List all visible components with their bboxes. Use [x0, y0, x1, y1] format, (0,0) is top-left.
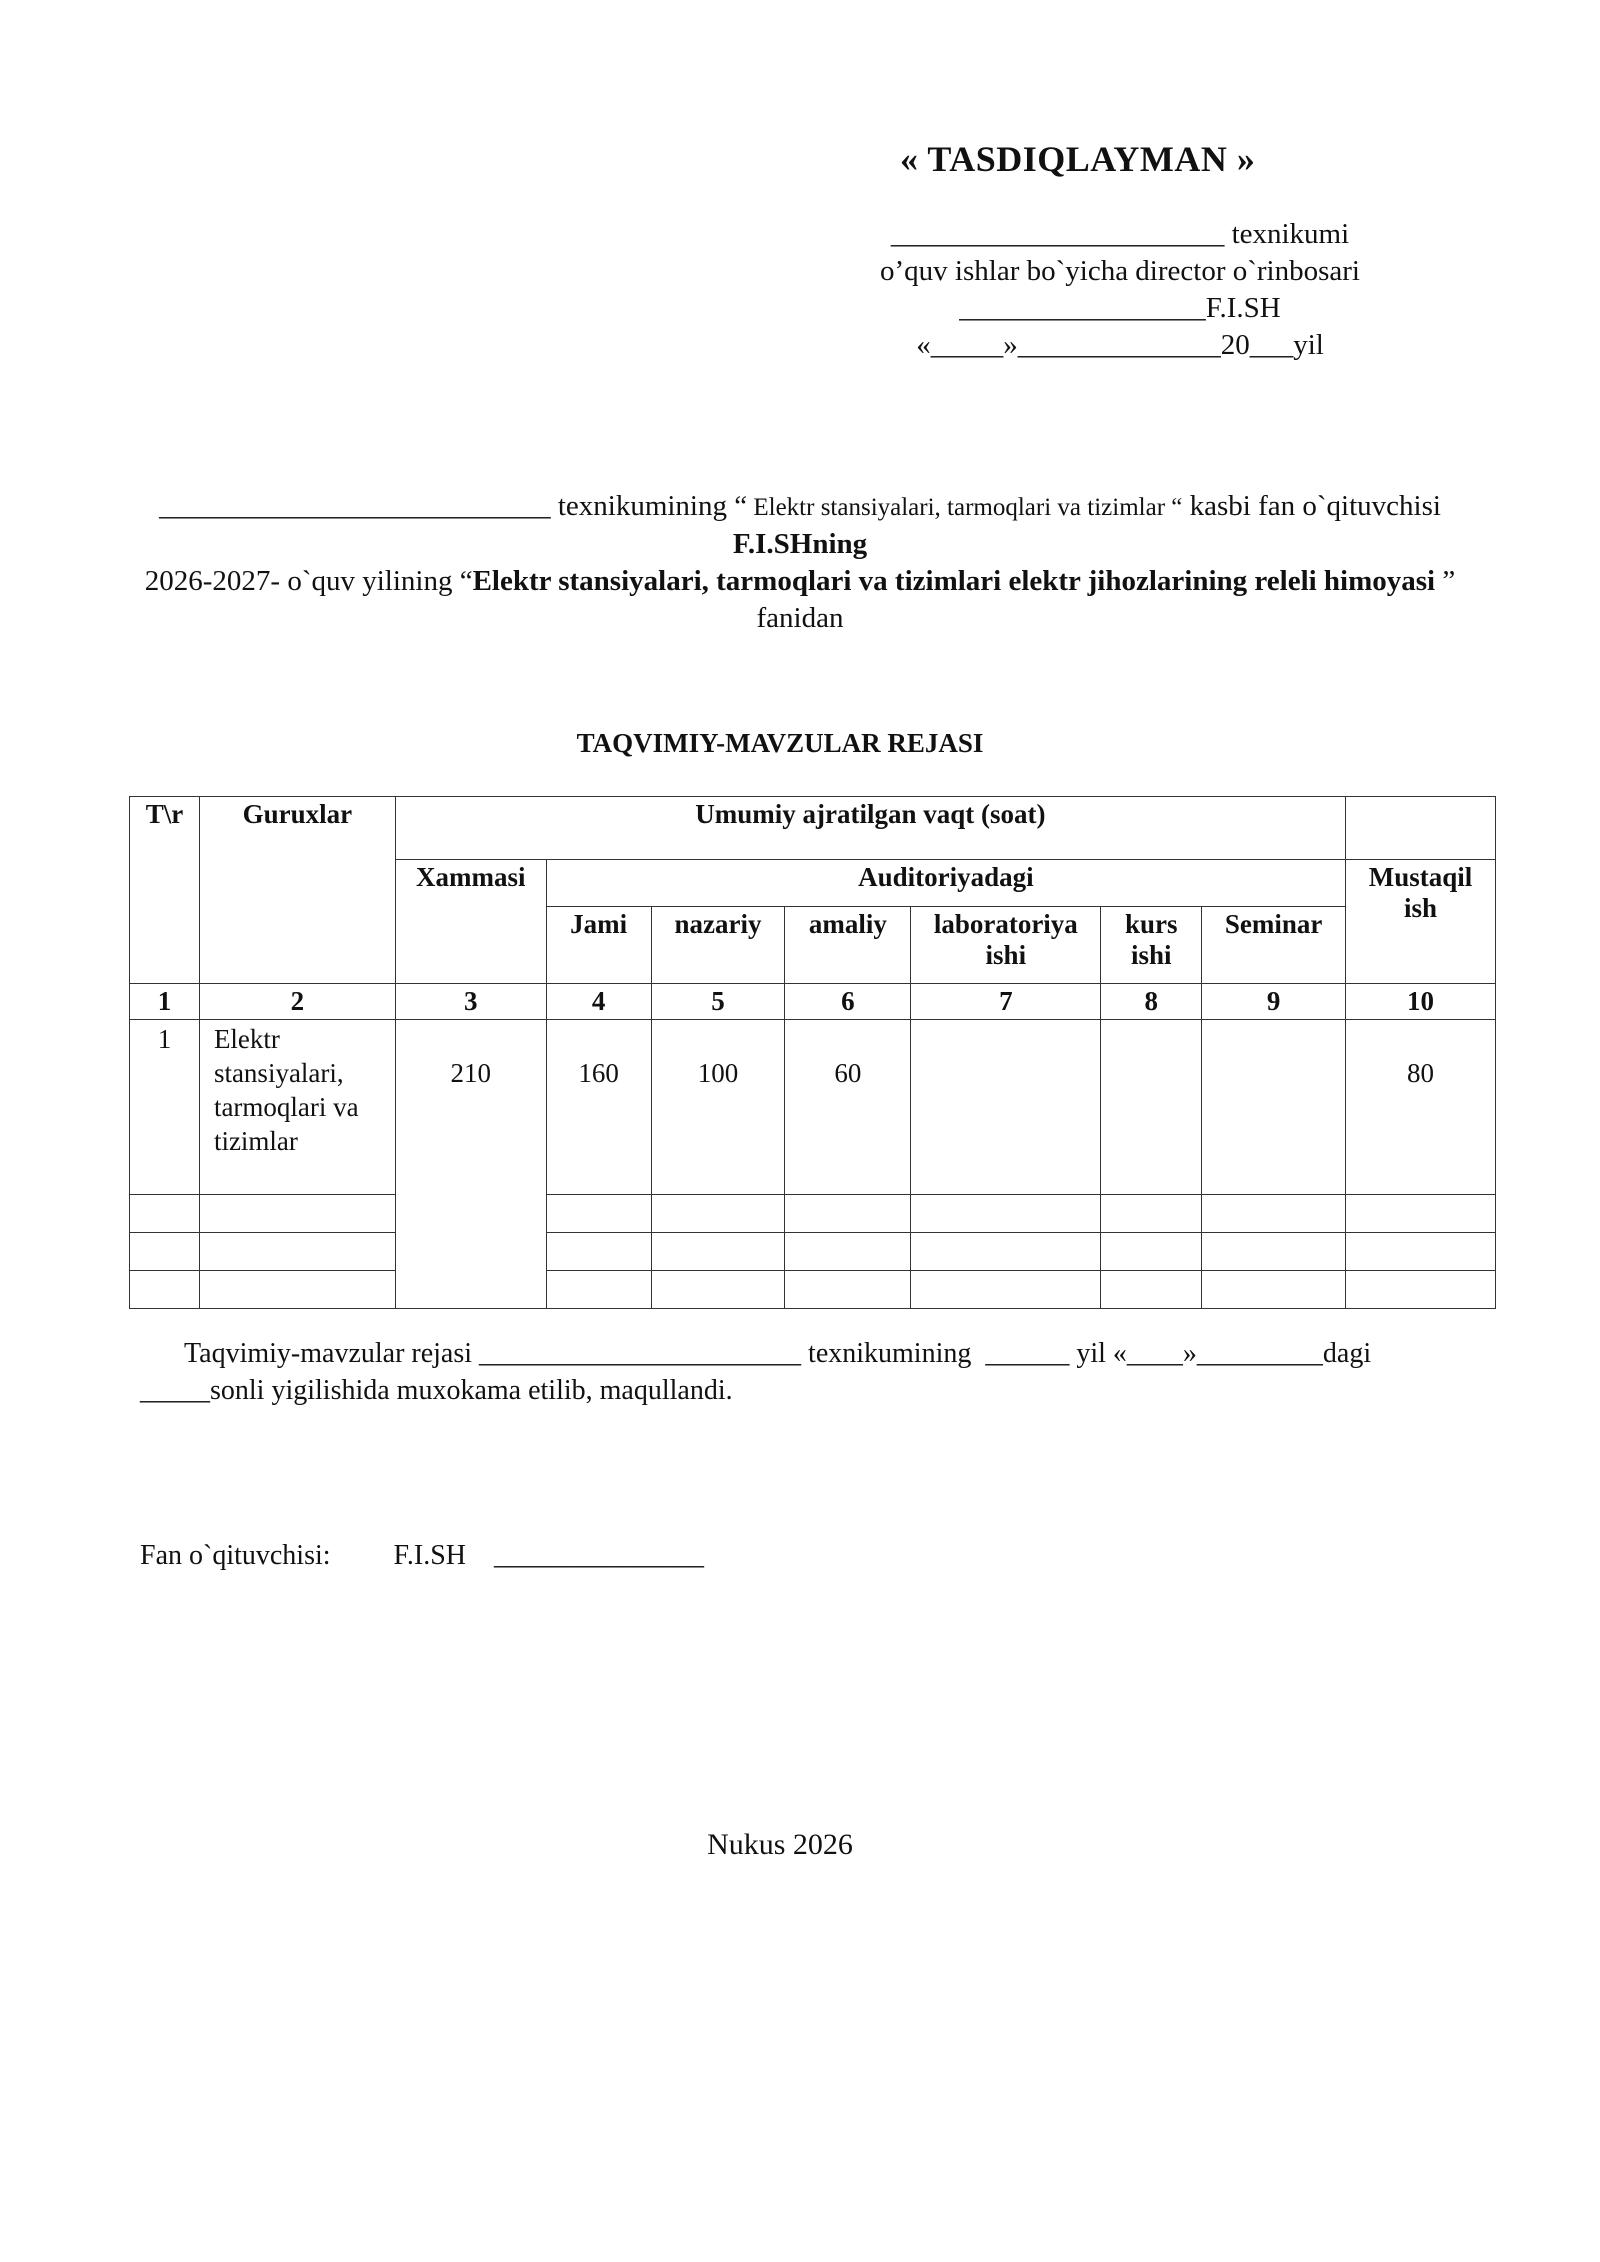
col-number: 10: [1346, 984, 1496, 1020]
intro-teacher-label: kasbi fan o`qituvchisi: [1182, 490, 1441, 522]
header-groups: Guruxlar: [199, 797, 395, 984]
col-number: 8: [1101, 984, 1202, 1020]
cell-group: Elektr stansiyalari, tarmoqlari va tizimlar: [199, 1020, 395, 1195]
cell-num: 1: [130, 1020, 200, 1195]
approval-position: o’quv ishlar bo`yicha director o`rinbosari: [880, 255, 1360, 287]
header-kurs: kurs ishi: [1101, 907, 1202, 984]
approval-note: [140, 1335, 1480, 1409]
table-row-empty: [130, 1233, 1496, 1271]
teacher-name: F.I.SH: [393, 1540, 466, 1571]
col-number: 9: [1202, 984, 1346, 1020]
approval-note-line1: Taqvimiy-mavzular rejasi _______________________ texnikumining ______ yil «____»_________dagi: [184, 1338, 1372, 1369]
approval-date-line: «_____»______________20___yil: [916, 329, 1324, 361]
header-total-time: Umumiy ajratilgan vaqt (soat): [395, 797, 1345, 860]
approval-block: [820, 138, 1420, 364]
header-nazariy: nazariy: [651, 907, 785, 984]
cell-seminar: [1202, 1020, 1346, 1195]
header-xammasi: Xammasi: [395, 860, 546, 984]
table-row-empty: [130, 1195, 1496, 1233]
approval-title: « TASDIQLAYMAN »: [900, 139, 1256, 179]
col-number: 4: [546, 984, 651, 1020]
plan-table: [129, 796, 1496, 1309]
header-seminar: Seminar: [1202, 907, 1346, 984]
approval-college-line: _______________________ texnikumi: [890, 218, 1350, 250]
footer-place-year: Nukus 2026: [707, 1828, 853, 1861]
cell-mustaqil: 80: [1346, 1020, 1496, 1195]
table-row-empty: [130, 1271, 1496, 1309]
header-lab: laboratoriya ishi: [911, 907, 1101, 984]
intro-year: 2026-2027- o`quv yilining “: [144, 565, 473, 597]
column-number-row: [130, 984, 1496, 1020]
col-number: 2: [199, 984, 395, 1020]
cell-lab: [911, 1020, 1101, 1195]
intro-college: ___________________________ texnikumining “: [159, 490, 748, 522]
teacher-signature-block: [140, 1540, 704, 1572]
cell-kurs: [1101, 1020, 1202, 1195]
plan-title: TAQVIMIY-MAVZULAR REJASI: [576, 728, 984, 758]
col-number: 3: [395, 984, 546, 1020]
header-empty-corner: [1346, 797, 1496, 860]
approval-note-line2: _____sonli yigilishida muxokama etilib, maqullandi.: [140, 1375, 733, 1406]
col-number: 7: [911, 984, 1101, 1020]
header-jami: Jami: [546, 907, 651, 984]
table-row: [130, 1020, 1496, 1195]
header-mustaqil: Mustaqil ish: [1346, 860, 1496, 984]
intro-fanidan: ” fanidan: [756, 565, 1456, 634]
col-number: 1: [130, 984, 200, 1020]
intro-subject: Elektr stansiyalari, tarmoqlari va tizimlari elektr jihozlarining releli himoyasi: [472, 565, 1436, 597]
intro-teacher-name: F.I.SHning: [732, 528, 868, 560]
cell-amaliy: 60: [785, 1020, 911, 1195]
col-number: 5: [651, 984, 785, 1020]
cell-jami: 160: [546, 1020, 651, 1195]
header-amaliy: amaliy: [785, 907, 911, 984]
cell-nazariy: 100: [651, 1020, 785, 1195]
col-number: 6: [785, 984, 911, 1020]
approval-name-line: _________________F.I.SH: [959, 292, 1281, 324]
header-num: T\r: [130, 797, 200, 984]
header-auditor: Auditoriyadagi: [546, 860, 1345, 907]
intro-specialty: Elektr stansiyalari, tarmoqlari va tizimlar “: [747, 494, 1183, 521]
signature-line: _______________: [494, 1540, 704, 1571]
teacher-label: Fan o`qituvchisi:: [140, 1540, 331, 1571]
intro-paragraph: [130, 488, 1470, 637]
cell-xammasi: 210: [395, 1020, 546, 1309]
